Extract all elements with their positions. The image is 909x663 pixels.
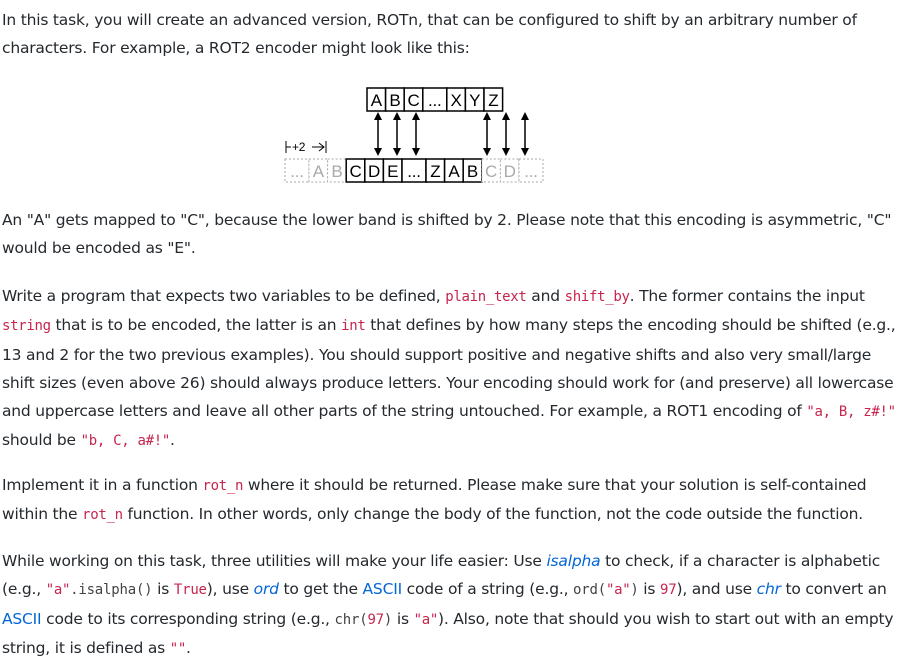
- top-cell: Z: [488, 91, 499, 110]
- arrow-head-up: [502, 112, 510, 120]
- intro-text: In this task, you will create an advanced version, ROTn, that can be configured to shift by an arbitrary number of characters. For example, a ROT2 encoder might look like this:: [2, 11, 857, 58]
- code-isalpha-call: .isalpha(): [70, 582, 153, 599]
- utilities-text: code to its corresponding string (e.g.,: [41, 609, 335, 628]
- code-example-output: "b, C, a#!": [80, 433, 171, 450]
- bottom-cell: D: [368, 162, 381, 181]
- task-text: should be: [2, 431, 81, 450]
- utilities-text: to get the: [278, 580, 363, 599]
- bottom-faded-cell: ...: [524, 162, 538, 181]
- code-rot-n: rot_n: [82, 507, 123, 524]
- code-a-string: "a": [605, 582, 631, 599]
- utilities-text: While working on this task, three utilities will make your life easier: Use: [2, 552, 547, 570]
- task-text: . The former contains the input: [629, 287, 865, 305]
- arrow-head-down: [521, 148, 529, 156]
- utilities-text: is: [152, 580, 174, 599]
- code-rot-n: rot_n: [202, 478, 244, 494]
- bottom-cell: Z: [430, 162, 441, 181]
- task-text: .: [170, 431, 175, 450]
- utilities-text: to check, if a character is alphabetic (e.g.,: [2, 552, 881, 599]
- arrow-head-down: [374, 148, 382, 156]
- code-ord-call: ord(: [573, 582, 606, 599]
- code-a-string: "a": [45, 582, 71, 599]
- utilities-text: ), use: [206, 580, 254, 599]
- task-text: Write a program that expects two variables to be defined,: [2, 287, 446, 305]
- code-string: string: [2, 318, 51, 335]
- mapping-paragraph: [2, 206, 907, 263]
- arrow-head-up: [412, 112, 420, 120]
- code-paren: ): [383, 611, 393, 628]
- implement-text: Implement it in a function: [2, 476, 203, 494]
- arrow-head-up: [393, 112, 401, 120]
- code-plain-text: plain_text: [445, 289, 527, 305]
- utilities-paragraph: [2, 547, 907, 663]
- chr-link[interactable]: chr: [756, 580, 781, 599]
- code-97: 97: [367, 611, 384, 628]
- bottom-faded-cell: B: [331, 162, 343, 181]
- bottom-cell: A: [448, 162, 460, 181]
- mapping-text: An "A" gets mapped to "C", because the lower band is shifted by 2. Please note that this encoding is asymmetric, "C" would be encoded as "E".: [2, 211, 892, 258]
- code-true: True: [173, 582, 207, 599]
- utilities-text: to convert an: [780, 580, 887, 599]
- implement-text: function. In other words, only change the body of the function, not the code outside the function.: [122, 505, 864, 524]
- task-text: that defines by how many steps the encoding should be shifted (e.g., 13 and 2 for the two previous examples). You should support positive and negative shifts and also very small/large shift sizes (even above 26) should always produce letters. Your encoding should work for (and preserve) all lowercase and uppercase letters and leave all other parts of the string untouched. For example, a ROT1 encoding of: [2, 316, 896, 421]
- arrow-head-up: [374, 112, 382, 120]
- arrow-head-up: [521, 112, 529, 120]
- utilities-text: is: [638, 580, 661, 599]
- utilities-text: code of a string (e.g.,: [401, 580, 574, 599]
- bottom-cell: C: [349, 162, 362, 181]
- utilities-text: .: [186, 638, 191, 657]
- bottom-faded-cell: A: [312, 162, 324, 181]
- bottom-cell: E: [387, 162, 399, 181]
- implement-text: where it should be returned. Please make sure that your solution is self-contained within the: [2, 476, 867, 524]
- bottom-faded-cell: C: [485, 162, 498, 181]
- code-97: 97: [660, 582, 677, 599]
- task-text: and: [526, 287, 565, 305]
- top-cell: X: [450, 91, 462, 110]
- ascii-link[interactable]: ASCII: [2, 609, 42, 628]
- code-example-input: "a, B, z#!": [806, 404, 896, 421]
- code-empty-string: "": [169, 640, 186, 657]
- ascii-link[interactable]: ASCII: [362, 580, 402, 599]
- arrow-head-down: [483, 148, 491, 156]
- top-cell: ...: [428, 91, 442, 110]
- arrow-head-up: [483, 112, 491, 120]
- bottom-cell: ...: [407, 162, 421, 181]
- implement-paragraph: [2, 471, 907, 530]
- code-paren: ): [630, 582, 639, 599]
- intro-paragraph: [2, 6, 907, 63]
- code-int: int: [341, 318, 366, 335]
- utilities-text: ). Also, note that should you wish to start out with an empty string, it is defined as: [2, 609, 894, 657]
- top-cell: C: [407, 91, 420, 110]
- code-chr-call: chr(: [334, 611, 368, 628]
- task-paragraph: [2, 282, 907, 456]
- code-a-string: "a": [413, 611, 438, 628]
- utilities-text: ), and use: [676, 580, 757, 599]
- top-cell: Y: [469, 91, 481, 110]
- arrow-head-down: [412, 148, 420, 156]
- top-cell: A: [370, 91, 382, 110]
- arrow-head-down: [393, 148, 401, 156]
- bottom-faded-cell: ...: [290, 162, 304, 181]
- top-cell: B: [389, 91, 401, 110]
- utilities-text: is: [392, 609, 414, 628]
- bottom-faded-cell: D: [503, 162, 516, 181]
- isalpha-link[interactable]: isalpha: [546, 552, 601, 570]
- code-shift-by: shift_by: [564, 289, 630, 305]
- ord-link[interactable]: ord: [253, 580, 279, 599]
- arrow-head-down: [502, 148, 510, 156]
- bottom-cell: B: [466, 162, 479, 181]
- shift-label: +2: [292, 140, 306, 154]
- task-text: that is to be encoded, the latter is an: [50, 316, 342, 335]
